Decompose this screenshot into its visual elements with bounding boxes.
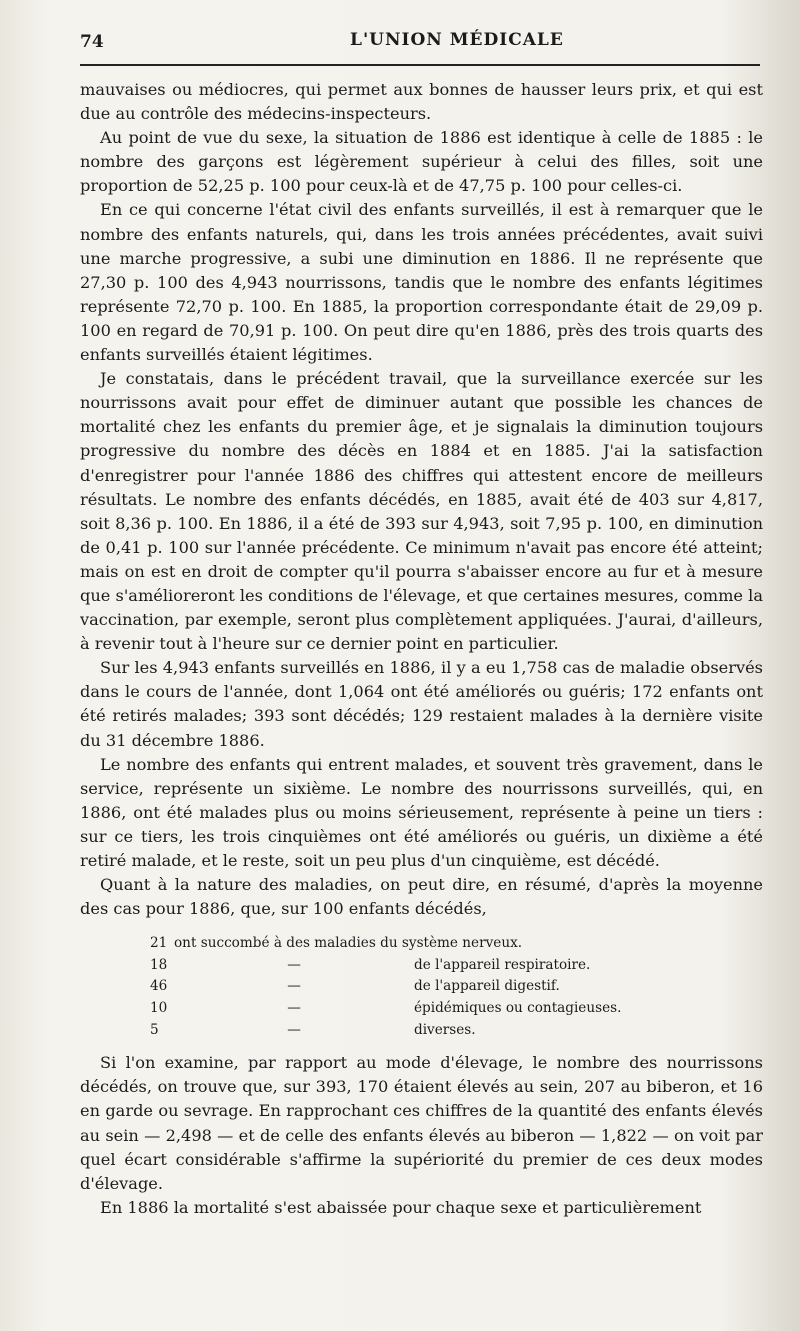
paragraph: Au point de vue du sexe, la situation de 1886 est identique à celle de 1885 : le nombre des garçons est légèrement supérieur à celui des filles, soit une proportion de 52,25 p. 100 pour ceux-là et de 47,75 p. 100 pour celles-ci. bbox=[80, 128, 763, 196]
cause-count: 21 bbox=[150, 935, 168, 952]
cause-label: épidémiques ou contagieuses. bbox=[414, 1000, 622, 1017]
cause-label: ont succombé à des maladies du système nerveux. bbox=[174, 935, 523, 952]
article-body bbox=[80, 78, 763, 1220]
cause-count: 10 bbox=[150, 1000, 168, 1017]
mortality-cause-row bbox=[150, 1020, 763, 1042]
mortality-causes-table bbox=[150, 933, 763, 1041]
mortality-cause-row bbox=[150, 976, 763, 998]
page-header bbox=[80, 28, 778, 64]
paragraph: En ce qui concerne l'état civil des enfants surveillés, il est à remarquer que le nombre des enfants naturels, qui, dans les trois années précédentes, avait suivi une marche progressive, a subi une diminution en 1886. Il ne représente que 27,30 p. 100 des 4,943 nourrissons, tandis que le nombre des enfants légitimes représente 72,70 p. 100. En 1885, la proportion correspondante était de 29,09 p. 100 en regard de 70,91 p. 100. On peut dire qu'en 1886, près des trois quarts des enfants surveillés étaient légitimes. bbox=[80, 200, 763, 365]
running-title: L'UNION MÉDICALE bbox=[350, 30, 564, 50]
cause-label: de l'appareil respiratoire. bbox=[414, 956, 591, 973]
paragraph: Je constatais, dans le précédent travail, que la surveillance exercée sur les nourrissons avait pour effet de diminuer autant que possible les chances de mortalité chez les enfants du premier âge, et je signalais la diminution toujours progressive du nombre des décès en 1884 et en 1885. J'ai la satisfaction d'enregistrer pour l'année 1886 des chiffres qui attestent encore de meilleurs résultats. Le nombre des enfants décédés, en 1885, avait été de 403 sur 4,817, soit 8,36 p. 100. En 1886, il a été de 393 sur 4,943, soit 7,95 p. 100, en diminution de 0,41 p. 100 sur l'année précédente. Ce minimum n'avait pas encore été atteint; mais on est en droit de compter qu'il pourra s'abaisser encore au fur et à mesure que s'amélioreront les conditions de l'élevage, et que certaines mesures, comme la vaccination, par exemple, seront plus complètement appliquées. J'aurai, d'ailleurs, à revenir tout à l'heure sur ce dernier point en particulier. bbox=[80, 369, 763, 654]
header-rule bbox=[80, 64, 760, 66]
cause-count: 5 bbox=[150, 1021, 159, 1038]
cause-count: 46 bbox=[150, 978, 168, 995]
cause-label: diverses. bbox=[414, 1021, 476, 1038]
paragraph: Si l'on examine, par rapport au mode d'élevage, le nombre des nourrissons décédés, on trouve que, sur 393, 170 étaient élevés au sein, 207 au biberon, et 16 en garde ou sevrage. En rapprochant ces chiffres de la quantité des enfants élevés au sein — 2,498 — et de celle des enfants élevés au biberon — 1,822 — on voit par quel écart considérable s'affirme la supériorité du premier de ces deux modes d'élevage. bbox=[80, 1053, 763, 1193]
cause-label: de l'appareil digestif. bbox=[414, 978, 560, 995]
mortality-cause-row bbox=[150, 933, 763, 955]
paragraph: Sur les 4,943 enfants surveillés en 1886, il y a eu 1,758 cas de maladie observés dans le cours de l'année, dont 1,064 ont été améliorés ou guéris; 172 enfants ont été retirés malades; 393 sont décédés; 129 restaient malades à la dernière visite du 31 décembre 1886. bbox=[80, 658, 763, 750]
ditto-dash: — bbox=[287, 978, 301, 995]
ditto-dash: — bbox=[287, 1000, 301, 1017]
mortality-cause-row bbox=[150, 998, 763, 1020]
paragraph: mauvaises ou médiocres, qui permet aux bonnes de hausser leurs prix, et qui est due au contrôle des médecins-inspecteurs. bbox=[80, 80, 763, 124]
paragraph: En 1886 la mortalité s'est abaissée pour chaque sexe et particulièrement bbox=[100, 1197, 702, 1217]
ditto-dash: — bbox=[287, 956, 301, 973]
paragraph: Quant à la nature des maladies, on peut dire, en résumé, d'après la moyenne des cas pour 1886, que, sur 100 enfants décédés, bbox=[80, 875, 763, 919]
ditto-dash: — bbox=[287, 1021, 301, 1038]
page-number: 74 bbox=[80, 32, 104, 52]
cause-count: 18 bbox=[150, 956, 168, 973]
paragraph: Le nombre des enfants qui entrent malades, et souvent très gravement, dans le service, représente un sixième. Le nombre des nourrissons surveillés, qui, en 1886, ont été malades plus ou moins sérieusement, représente à peine un tiers : sur ce tiers, les trois cinquièmes ont été améliorés ou guéris, un dixième a été retiré malade, et le reste, soit un peu plus d'un cinquième, est décédé. bbox=[80, 754, 763, 870]
mortality-cause-row bbox=[150, 955, 763, 977]
